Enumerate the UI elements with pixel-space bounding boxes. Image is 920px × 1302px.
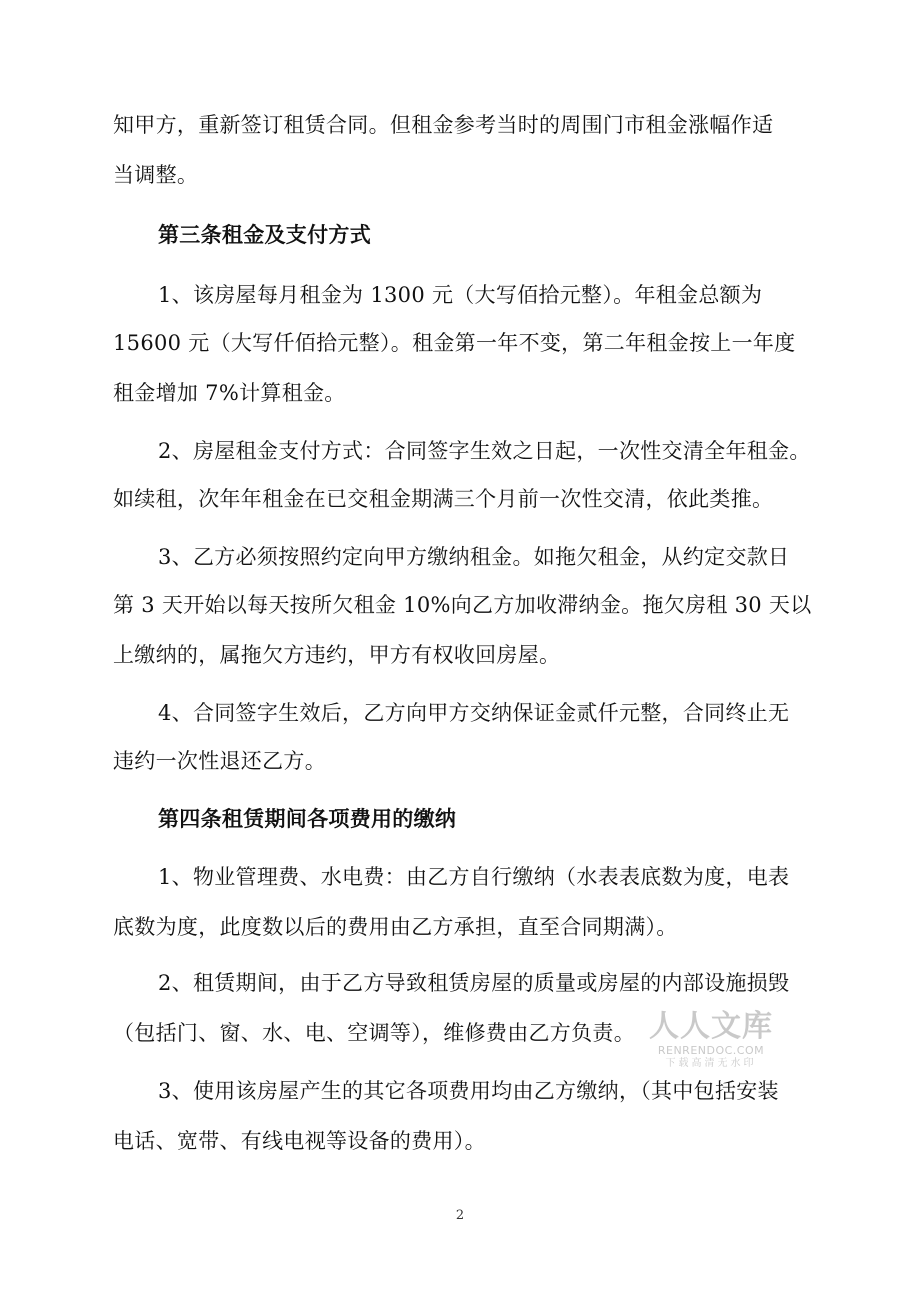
paragraph-line: 如续租，次年年租金在已交租金期满三个月前一次性交清，依此类推。 xyxy=(113,487,774,511)
paragraph-line: 15600 元（大写仟佰拾元整）。租金第一年不变，第二年租金按上一年度 xyxy=(113,331,796,355)
paragraph-line: 知甲方，重新签订租赁合同。但租金参考当时的周围门市租金涨幅作适 xyxy=(113,113,774,137)
paragraph-line: 第 3 天开始以每天按所欠租金 10%向乙方加收滞纳金。拖欠房租 30 天以 xyxy=(113,593,812,617)
watermark-main-text: 人人文库 xyxy=(649,1009,773,1044)
paragraph-line: 2、房屋租金支付方式：合同签字生效之日起，一次性交清全年租金。 xyxy=(158,439,811,463)
paragraph-line: 3、乙方必须按照约定向甲方缴纳租金。如拖欠租金，从约定交款日 xyxy=(158,545,790,569)
watermark-domain-text: RENRENDOC.COM xyxy=(657,1044,765,1057)
paragraph-line: 电话、宽带、有线电视等设备的费用）。 xyxy=(113,1129,486,1153)
paragraph-line: 4、合同签字生效后，乙方向甲方交纳保证金贰仟元整，合同终止无 xyxy=(158,701,790,725)
page-number: 2 xyxy=(455,1208,465,1223)
section-heading: 第三条租金及支付方式 xyxy=(158,222,371,247)
paragraph-line: 租金增加 7%计算租金。 xyxy=(113,381,346,405)
paragraph-line: 违约一次性退还乙方。 xyxy=(113,749,326,773)
paragraph-line: 1、物业管理费、水电费：由乙方自行缴纳（水表表底数为度，电表 xyxy=(158,865,790,889)
paragraph-line: 2、租赁期间，由于乙方导致租赁房屋的质量或房屋的内部设施损毁 xyxy=(158,971,790,995)
paragraph-line: 1、该房屋每月租金为 1300 元（大写佰拾元整）。年租金总额为 xyxy=(158,283,763,307)
paragraph-line: 3、使用该房屋产生的其它各项费用均由乙方缴纳，（其中包括安装 xyxy=(158,1079,779,1103)
paragraph-line: 底数为度，此度数以后的费用由乙方承担，直至合同期满）。 xyxy=(113,915,678,939)
watermark-sub-text: 下载高清无水印 xyxy=(665,1058,757,1069)
paragraph-line: 当调整。 xyxy=(113,163,199,187)
watermark-logo xyxy=(648,1010,774,1070)
section-heading: 第四条租赁期间各项费用的缴纳 xyxy=(158,806,457,831)
paragraph-line: 上缴纳的，属拖欠方违约，甲方有权收回房屋。 xyxy=(113,643,561,667)
paragraph-line: （包括门、窗、水、电、空调等），维修费由乙方负责。 xyxy=(113,1021,635,1045)
